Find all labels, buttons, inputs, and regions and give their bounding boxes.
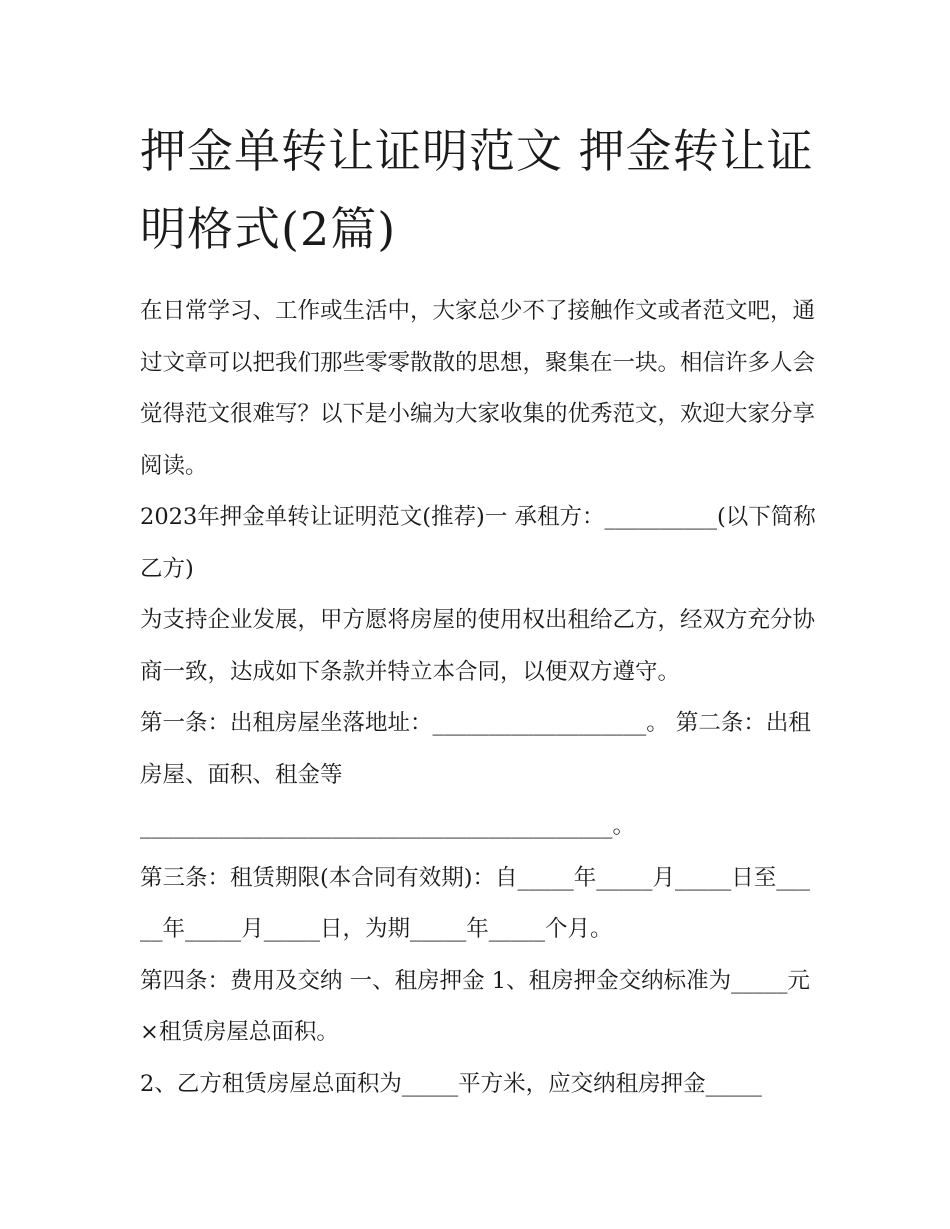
document-page xyxy=(140,112,820,1110)
article-three-paragraph: 第三条：租赁期限(本合同有效期)：自_____年_____月_____日至_____年_____月_____日，为期_____年_____个月。 xyxy=(140,864,811,942)
intro-paragraph: 在日常学习、工作或生活中，大家总少不了接触作文或者范文吧，通过文章可以把我们那些零零散散的思想，聚集在一块。相信许多人会觉得范文很难写？以下是小编为大家收集的优秀范文，欢迎大家分享阅读。 xyxy=(140,298,816,479)
deposit-area-paragraph: 2、乙方租赁房屋总面积为_____平方米，应交纳租房押金_____ xyxy=(140,1070,762,1097)
document-title: 押金单转让证明范文 押金转让证明格式(2篇) xyxy=(140,124,814,256)
blank-line-paragraph: __________________________________________。 xyxy=(140,813,636,839)
article-four-paragraph: 第四条：费用及交纳 一、租房押金 1、租房押金交纳标准为_____元×租赁房屋总面积。 xyxy=(140,967,810,1045)
lessee-paragraph: 2023年押金单转让证明范文(推荐)一 承租方：__________(以下简称乙方) xyxy=(140,504,816,582)
article-one-paragraph: 第一条：出租房屋坐落地址：___________________。 第二条：出租房屋、面积、租金等 xyxy=(140,710,811,788)
purpose-paragraph: 为支持企业发展，甲方愿将房屋的使用权出租给乙方，经双方充分协商一致，达成如下条款并特立本合同，以便双方遵守。 xyxy=(140,607,816,685)
